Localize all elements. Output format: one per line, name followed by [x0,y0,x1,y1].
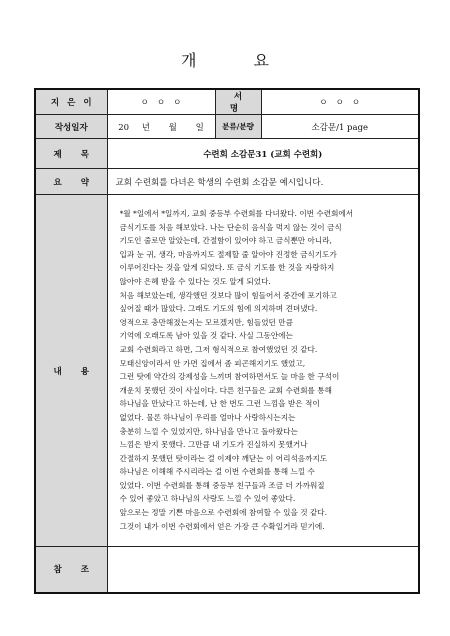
content-line: 기억에 오래도록 남아 있을 것 같다. 사실 그동안에는 [119,331,293,341]
content-line: 교회 수련회라고 하면, 그저 형식적으로 참여했었던 것 같다. [119,344,318,354]
content-body [107,195,419,547]
content-line: 그런 탓에 약간의 강제성을 느끼며 참여하면서도 늘 마음 한 구석이 [119,372,340,382]
date-day-unit: 일 [195,122,204,133]
summary-row [35,169,419,195]
content-line: 앞으로는 정말 기쁜 마음으로 수련회에 참여할 수 있을 것 같다. [119,508,328,518]
content-line: 이루어진다는 것을 알게 되었다. 또 금식 기도를 한 것을 자랑하지 [119,263,335,273]
summary-label: 요 약 [35,169,107,195]
content-label: 내 용 [35,195,107,547]
summary-value: 교회 수련회를 다녀온 학생의 수련회 소감문 예시입니다. [107,169,419,195]
date-label: 작성일자 [35,115,107,139]
content-line: 영적으로 충만해졌는지는 모르겠지만, 힘들었던 만큼 [119,317,293,327]
reviewer-value: ㅇㅇㅇ [261,89,419,115]
date-value [107,115,215,139]
content-line: 기도인 줄로만 알았는데, 간절함이 있어야 하고 금식뿐만 아니라, [119,236,332,246]
author-value: ㅇㅇㅇ [107,89,215,115]
category-label: 분류/분량 [215,115,261,139]
document-title: 개 요 [181,51,295,70]
summary-form [34,88,420,594]
category-value: 소감문/1 page [261,115,419,139]
date-year-unit: 년 [141,122,150,133]
reviewer-label: 서 명 [215,89,261,115]
content-line: 느낌은 받지 못했다. 그만큼 내 기도가 진실하지 못했거나 [119,440,308,450]
content-line: *월 *일에서 *일까지, 교회 중등부 수련회를 다녀왔다. 이번 수련회에서 [119,209,354,218]
content-line: 그것이 내가 이번 수련회에서 얻은 가장 큰 수확일거라 믿기에. [119,521,325,531]
content-line: 하나님을 만났다고 하는데, 난 한 번도 그런 느낌을 받은 적이 [119,399,320,409]
subject-value: 수련회 소감문31 (교회 수련회) [107,139,419,169]
reference-label: 참 조 [35,547,107,593]
subject-row [35,139,419,169]
content-line: 하나님은 이해해 주시리라는 걸 이번 수련회를 통해 느낄 수 [119,467,315,477]
content-line: 입과 눈 귀, 생각, 마음까지도 절제할 줄 알아야 진정한 금식기도가 [119,249,337,259]
content-line: 않아야 은혜 받을 수 있다는 것도 알게 되었다. [119,276,271,286]
content-line: 금식기도를 처음 해보았다. 나는 단순히 음식을 먹지 않는 것이 금식 [119,222,342,232]
content-line: 있었다. 이번 수련회를 통해 중등부 친구들과 조금 더 가까워질 [119,480,325,490]
author-row [35,89,419,115]
content-line: 수 있어 좋았고 하나님의 사랑도 느낄 수 있어 좋았다. [119,494,296,504]
content-row [35,195,419,547]
author-label: 지은이 [35,89,107,115]
content-line: 싶어질 때가 많았다. 그래도 기도의 힘에 의지하며 견뎌냈다. [119,304,318,314]
subject-label: 제 목 [35,139,107,169]
date-row [35,115,419,139]
content-line: 간절하지 못했던 탓이라는 걸 이제야 깨닫는 이 어리석음까지도 [119,453,328,463]
content-line: 모태신앙이라서 안 가면 집에서 좀 피곤해지기도 했었고, [119,358,306,368]
content-line: 충분히 느낄 수 있었지만, 하나님을 만나고 돌아왔다는 [119,426,298,436]
date-month-unit: 월 [168,122,177,133]
content-line: 없었다. 물론 하나님이 우리를 얼마나 사랑하시는지는 [119,412,296,422]
content-line: 개운치 못했던 것이 사실이다. 다른 친구들은 교회 수련회를 통해 [119,385,332,395]
reference-row [35,547,419,593]
content-line: 처음 해보았는데, 생각했던 것보다 많이 힘들어서 중간에 포기하고 [119,290,337,300]
date-year: 20 [118,122,130,133]
reference-value [107,547,419,593]
